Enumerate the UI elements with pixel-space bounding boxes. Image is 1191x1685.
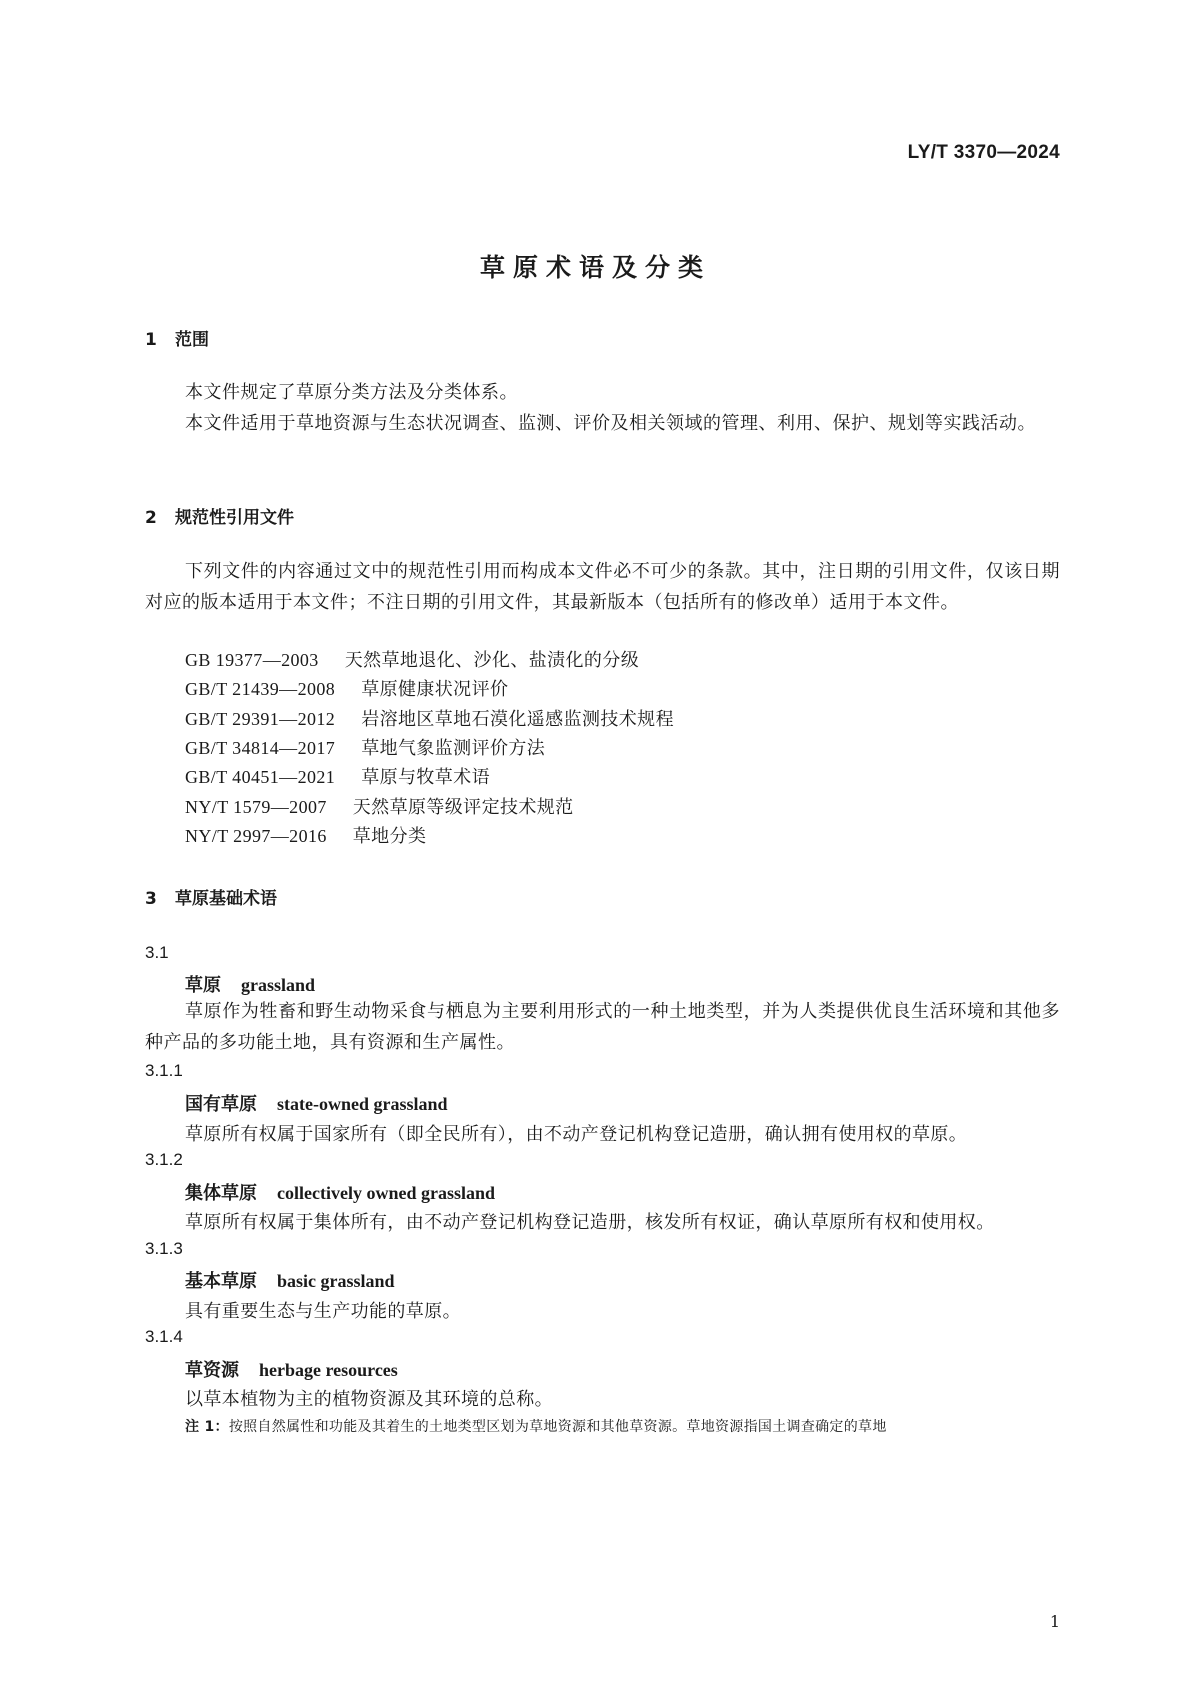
- term-definition: 以草本植物为主的植物资源及其环境的总称。: [185, 1389, 553, 1410]
- term-number: 3.1.3: [145, 1239, 183, 1258]
- term-heading: 基本草原 basic grassland: [185, 1271, 395, 1292]
- document-title: 草原术语及分类: [479, 253, 711, 282]
- section-title: 草原基础术语: [175, 889, 277, 909]
- note-text: 按照自然属性和功能及其着生的土地类型区划为草地资源和其他草资源。草地资源指国土调查确定的草地: [228, 1419, 887, 1435]
- term-definition: 具有重要生态与生产功能的草原。: [185, 1301, 461, 1322]
- term-number: 3.1.1: [145, 1061, 183, 1080]
- note-label: 注 1：: [185, 1419, 229, 1435]
- term-definition: 草原所有权属于集体所有，由不动产登记机构登记造册，核发所有权证，确认草原所有权和使用权。: [185, 1212, 995, 1233]
- section-number: 3: [145, 889, 157, 909]
- page-number: 1: [1049, 1612, 1060, 1631]
- section-number: 1: [145, 330, 157, 350]
- term-number: 3.1.4: [145, 1327, 183, 1346]
- term-number: 3.1.2: [145, 1150, 183, 1169]
- term-heading: 草资源 herbage resources: [185, 1360, 398, 1381]
- term-definition: 草原作为牲畜和野生动物采食与栖息为主要利用形式的一种土地类型，并为人类提供优良生活环境和其他多种产品的多功能土地，具有资源和生产属性。: [145, 1001, 1060, 1053]
- term-number: 3.1: [145, 943, 169, 962]
- reference-item: GB/T 29391—2012 岩溶地区草地石漠化遥感监测技术规程: [185, 709, 674, 730]
- reference-item: GB/T 34814—2017 草地气象监测评价方法: [185, 738, 546, 759]
- section-3-heading: [145, 884, 277, 909]
- reference-item: GB/T 21439—2008 草原健康状况评价: [185, 679, 509, 700]
- term-note: [185, 1416, 887, 1436]
- section-1-paragraph-2: 本文件适用于草地资源与生态状况调查、监测、评价及相关领域的管理、利用、保护、规划等实践活动。: [185, 413, 1036, 434]
- reference-item: GB 19377—2003 天然草地退化、沙化、盐渍化的分级: [185, 650, 640, 671]
- term-heading: 草原 grassland: [185, 975, 316, 996]
- reference-item: NY/T 2997—2016 草地分类: [185, 826, 427, 847]
- section-number: 2: [145, 508, 157, 528]
- section-2-intro: 下列文件的内容通过文中的规范性引用而构成本文件必不可少的条款。其中，注日期的引用文件，仅该日期对应的版本适用于本文件；不注日期的引用文件，其最新版本（包括所有的修改单）适用于本文件。: [145, 561, 1060, 613]
- section-title: 范围: [175, 330, 209, 350]
- reference-item: GB/T 40451—2021 草原与牧草术语: [185, 767, 490, 788]
- section-title: 规范性引用文件: [175, 508, 294, 528]
- section-1-paragraph-1: 本文件规定了草原分类方法及分类体系。: [185, 382, 518, 403]
- section-2-heading: [145, 503, 294, 528]
- term-heading: 集体草原 collectively owned grassland: [185, 1183, 495, 1204]
- reference-item: NY/T 1579—2007 天然草原等级评定技术规范: [185, 797, 574, 818]
- section-1-heading: [145, 325, 209, 350]
- standard-code: LY/T 3370—2024: [907, 142, 1060, 163]
- term-heading: 国有草原 state-owned grassland: [185, 1094, 448, 1115]
- term-definition: 草原所有权属于国家所有（即全民所有），由不动产登记机构登记造册，确认拥有使用权的草原。: [185, 1124, 968, 1145]
